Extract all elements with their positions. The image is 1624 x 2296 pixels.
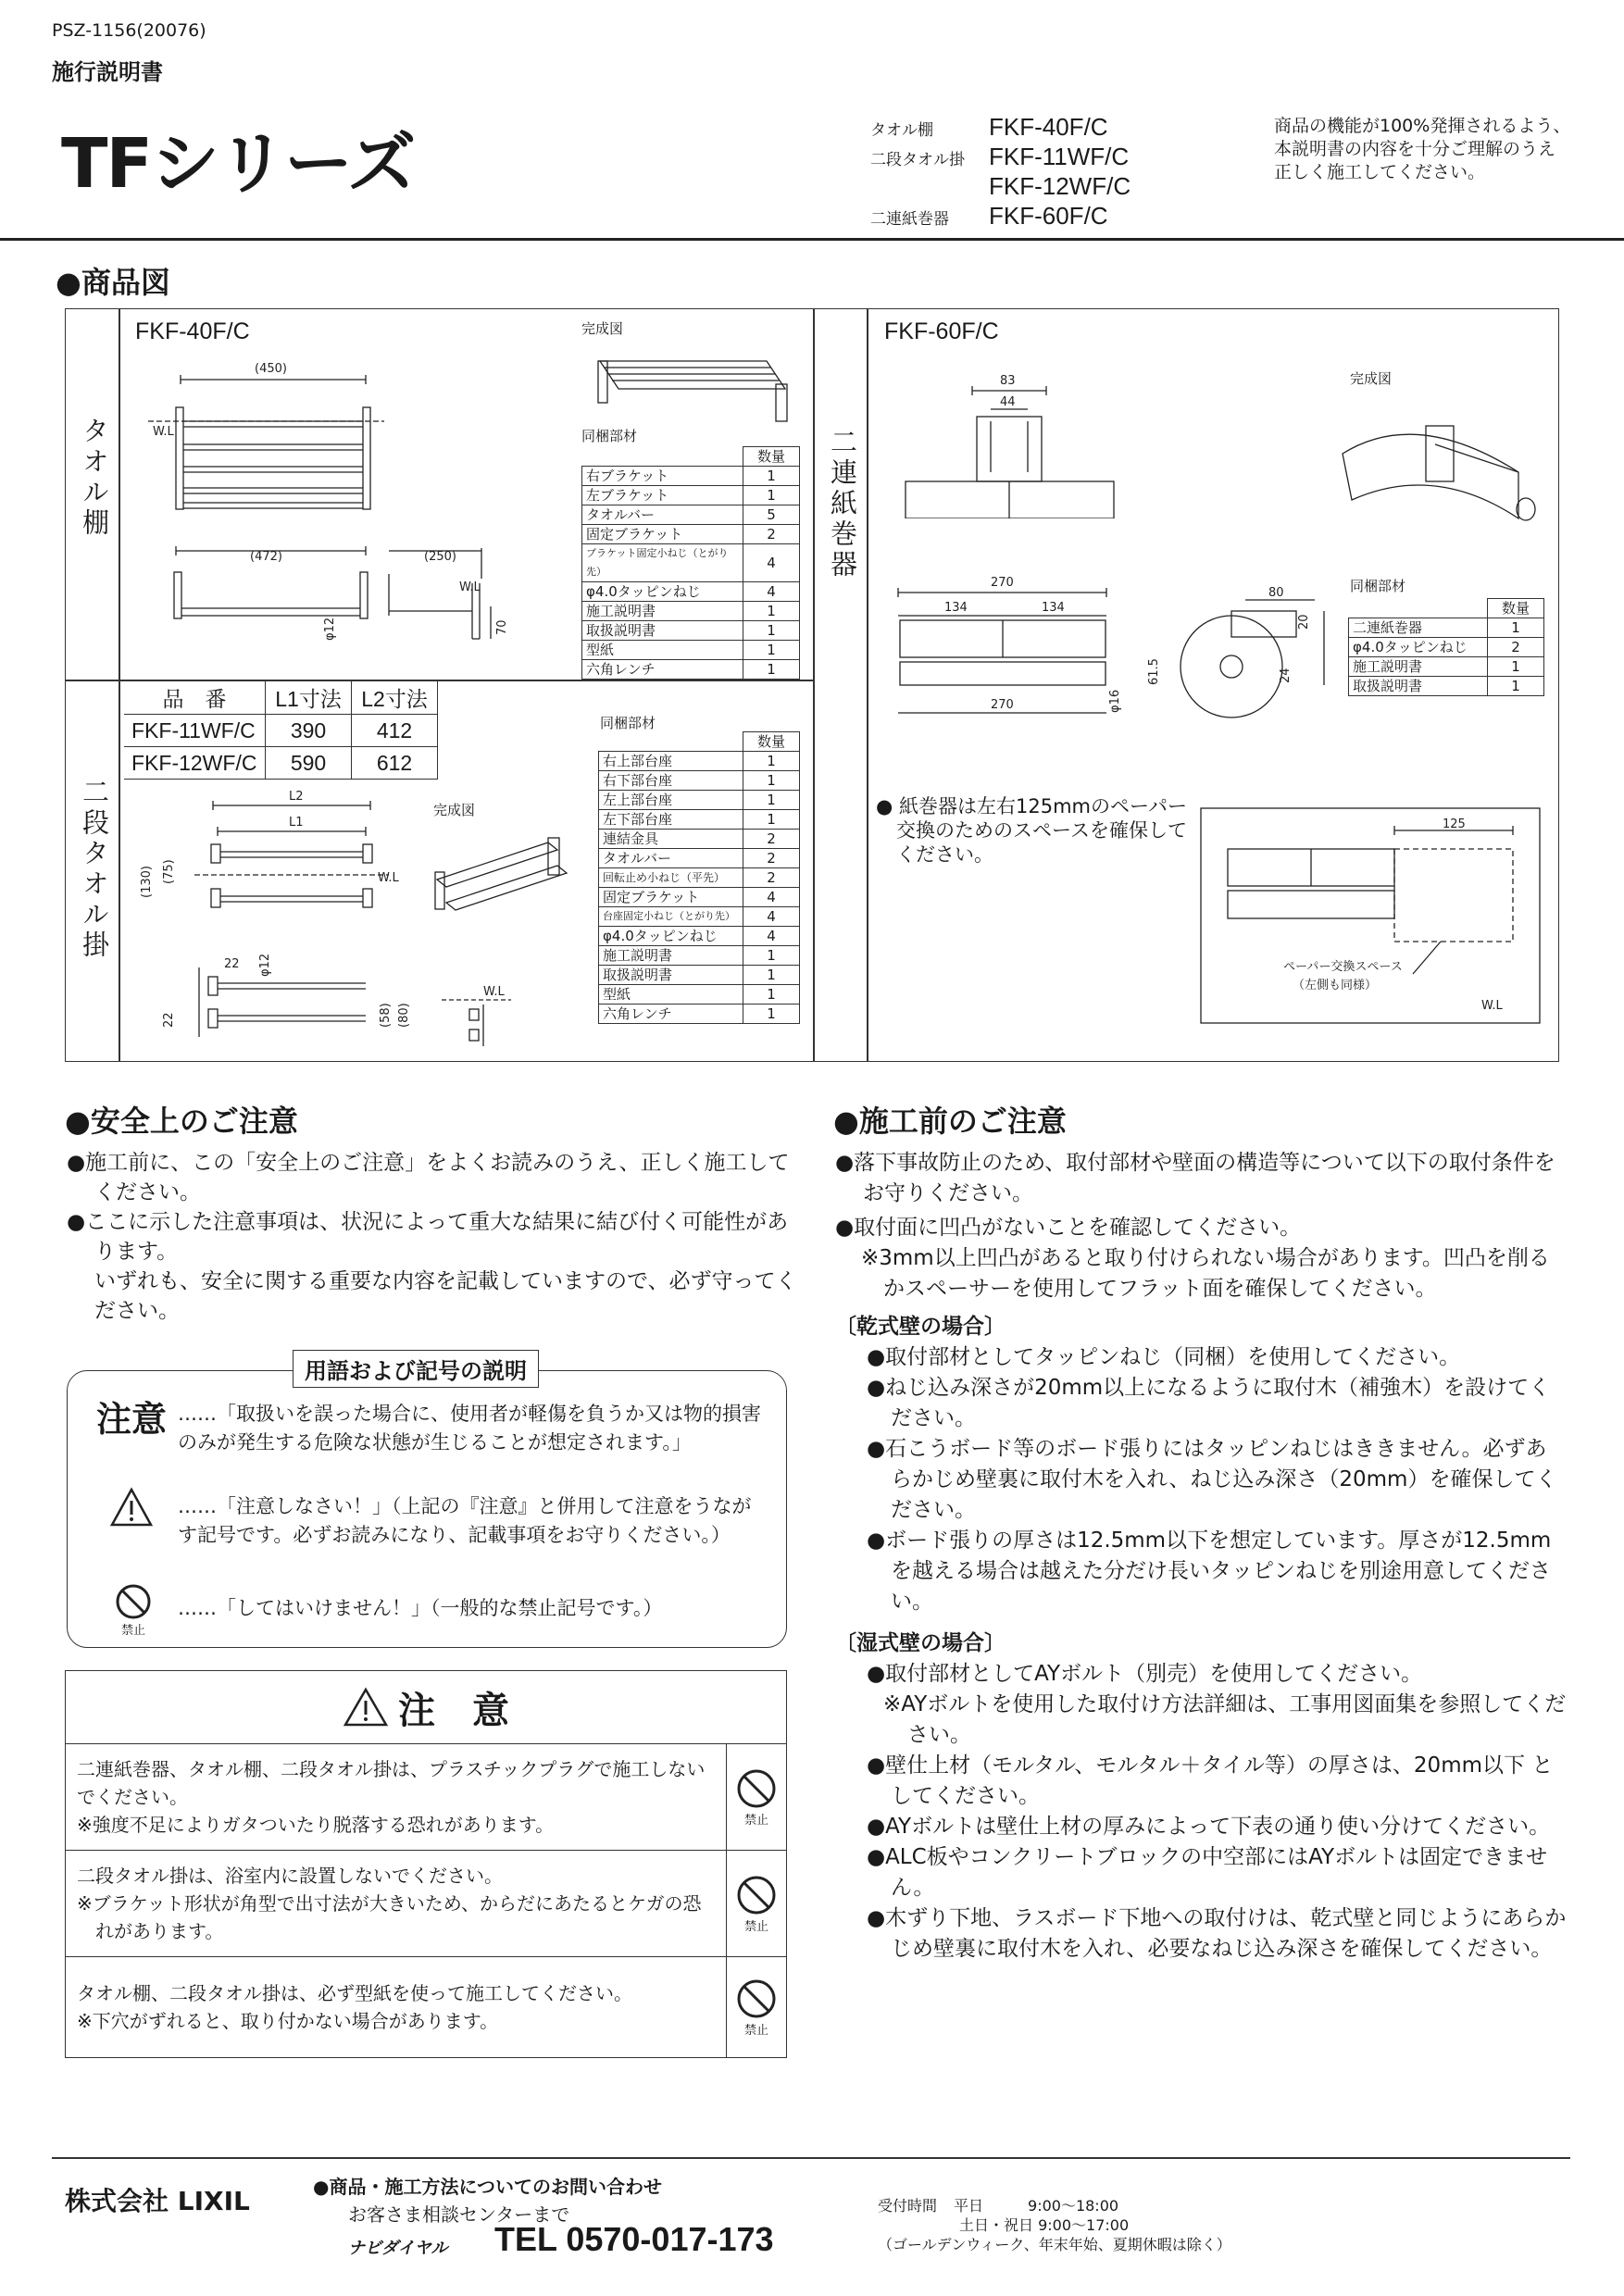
paper-holder-front-drawing — [880, 370, 1120, 518]
table-row: 六角レンチ 1 — [582, 660, 800, 680]
chuui-desc: ……「取扱いを誤った場合に、使用者が軽傷を負うか又は物的損害のみが発生する危険な状態が生じることが想定されます。」 — [178, 1403, 761, 1454]
table-row: 施工説明書 1 — [1349, 657, 1544, 677]
paper-holder-parts-table: 数量 二連紙巻器 1 φ4.0タッピンねじ 2 施工説明書 1 取扱説明書 1 — [1348, 598, 1544, 696]
towel-shelf-complete-drawing — [581, 333, 804, 426]
towel-bar-size-table: 品 番 L1寸法 L2寸法 FKF-11WF/C 390 412 FKF-12WF/C 590 612 — [124, 681, 438, 780]
table-row: 右下部台座 1 — [599, 771, 800, 791]
towel-shelf-parts-title: 同梱部材 — [581, 428, 638, 444]
svg-text:φ12: φ12 — [258, 953, 272, 977]
side-label-paper-holder: 二連紙巻器 — [827, 428, 858, 580]
table-row: 左ブラケット 1 — [582, 486, 800, 505]
table-row: 連結金具 2 — [599, 830, 800, 849]
intro-text: 商品の機能が100%発揮されるよう、 本説明書の内容を十分ご理解のうえ 正しく施工してください。 — [1274, 116, 1571, 182]
consult-center: お客さま相談センターまで — [348, 2203, 570, 2226]
side-label-towel-bar: 二段タオル掛 — [79, 778, 110, 961]
prohibit-icon — [735, 1978, 778, 2020]
svg-text:22: 22 — [224, 957, 240, 971]
paper-holder-complete-drawing — [1333, 389, 1546, 546]
table-row: タオル棚、二段タオル掛は、必ず型紙を使って施工してください。 ※下穴がずれると、取り付かない場合があります。 禁止 — [66, 1957, 787, 2058]
table-row: φ4.0タッピンねじ 2 — [1349, 638, 1544, 657]
towel-bar-complete-label: 完成図 — [433, 802, 476, 818]
svg-text:L1: L1 — [289, 816, 304, 830]
table-row: 固定ブラケット 2 — [582, 525, 800, 544]
caution-header: 注 意 — [66, 1671, 787, 1744]
paper-holder-dim-drawing — [880, 574, 1398, 731]
table-row: 固定ブラケット 4 — [599, 888, 800, 907]
svg-text:(75): (75) — [162, 859, 176, 884]
svg-text:270: 270 — [991, 698, 1014, 712]
towel-bar-parts-title: 同梱部材 — [600, 715, 656, 731]
svg-text:61.5: 61.5 — [1147, 658, 1161, 685]
paper-holder-model: FKF-60F/C — [884, 318, 999, 344]
table-row: 台座固定小ねじ（とがり先） 4 — [599, 907, 800, 927]
svg-text:44: 44 — [1000, 395, 1016, 409]
towel-shelf-parts-table: 数量 右ブラケット 1 左ブラケット 1 タオルバー 5 固定ブラケット 2 ブラケット固定小ねじ（とがり先） 4 φ4.0タッピンねじ 4 施工説明書 1 取扱説明書 1 型紙 1 六角レンチ 1 — [581, 446, 800, 680]
model-row: タオル棚 FKF-40F/C — [870, 113, 1108, 141]
towel-bar-complete-drawing — [428, 815, 585, 1055]
table-row: 六角レンチ 1 — [599, 1004, 800, 1024]
svg-text:(130): (130) — [140, 866, 154, 898]
paper-holder-complete-label: 完成図 — [1350, 370, 1393, 387]
dim-250: (250) — [424, 550, 456, 564]
model-row: FKF-12WF/C — [989, 172, 1131, 200]
table-row: 取扱説明書 1 — [582, 621, 800, 641]
reception-hours: 受付時間 平日 9:00〜18:00 土日・祝日 9:00〜17:00 （ゴールデンウィーク、年末年始、夏期休暇は除く） — [878, 2197, 1231, 2253]
svg-text:134: 134 — [944, 601, 968, 615]
frame-divider — [119, 308, 120, 1062]
towel-bar-drawing — [130, 787, 426, 1046]
warning-triangle-icon — [343, 1687, 389, 1728]
warning-desc: ……「注意しなさい！」（上記の『注意』と併用して注意をうながす記号です。必ずお読みになり、記載事項をお守りください。） — [178, 1495, 752, 1546]
svg-text:（左側も同様）: （左側も同様） — [1293, 979, 1378, 992]
prohibit-icon — [115, 1583, 152, 1620]
dim-472: (472) — [250, 550, 282, 564]
before-heading: ●施工前のご注意 — [833, 1104, 1067, 1139]
table-row: 回転止め小ねじ（平先） 2 — [599, 868, 800, 888]
table-row: タオルバー 5 — [582, 505, 800, 525]
model-list — [870, 113, 1131, 231]
prohibit-symbol: 禁止 — [115, 1583, 152, 1638]
dim-wl: W.L — [153, 425, 174, 439]
frame-divider — [867, 308, 868, 1062]
table-row: 右上部台座 1 — [599, 752, 800, 771]
prohibit-symbol: 禁止 — [728, 1767, 785, 1828]
svg-text:(58): (58) — [379, 1003, 393, 1028]
navi-dial-label: ナビダイヤル — [348, 2239, 448, 2258]
svg-text:L2: L2 — [289, 790, 304, 804]
warning-triangle-icon — [109, 1487, 154, 1528]
prohibit-symbol: 禁止 — [728, 1978, 785, 2038]
towel-shelf-complete-label: 完成図 — [581, 320, 624, 337]
svg-text:W.L: W.L — [1481, 999, 1503, 1013]
dim-450: (450) — [255, 362, 287, 376]
inquiry-heading: ●商品・施工方法についてのお問い合わせ — [313, 2176, 663, 2198]
prohibit-icon — [735, 1874, 778, 1916]
model-row: 二段タオル掛 FKF-11WF/C — [870, 143, 1130, 170]
company-name: 株式会社 LIXIL — [65, 2186, 250, 2216]
table-row: 左下部台座 1 — [599, 810, 800, 830]
table-row: 取扱説明書 1 — [1349, 677, 1544, 696]
svg-text:22: 22 — [162, 1012, 176, 1028]
table-row: 施工説明書 1 — [582, 602, 800, 621]
prohibit-desc: ……「してはいけません！」（一般的な禁止記号です。） — [178, 1597, 663, 1619]
before-body: ●落下事故防止のため、取付部材や壁面の構造等について以下の取付条件をお守りください。 ●取付面に凹凸がないことを確認してください。 ※3mm以上凹凸があると取り付けられない場合があります。凹凸を削るかスペーサーを使用してフラット面を確保してください。 〔乾式壁の場合〕 ●取付部材としてタッピンねじ（同梱）を使用してください。 ●ねじ込み深さが20mm以上になるように取付木（補強木）を設けてください。 ●石こうボード等のボード張りにはタッピンねじはききません。必ずあらかじめ壁裏に取付木を入れ、ねじ込み深さ（20mm）を確保してください。 ●ボード張りの厚さは12.5mm以下を想定しています。厚さが12.5mmを越える場合は越えた分だけ長いタッピンねじを別途用意してください。 〔湿式壁の場合〕 ●取付部材としてAYボルト（別売）を使用してください。 ※AYボルトを使用した取付け方法詳細は、工事用図面集を参照してください。 ●壁仕上材（モルタル、モルタル＋タイル等）の厚さは、20mm以下 としてください。 ●AYボルトは壁仕上材の厚みによって下表の通り使い分けてください。 ●ALC板やコンクリートブロックの中空部にはAYボルトは固定できません。 ●木ずり下地、ラスボード下地への取付けは、乾式壁と同じようにあらかじめ壁裏に取付木を入れ、必要なねじ込み深さを確保してください。 — [835, 1151, 1567, 1961]
table-row: 取扱説明書 1 — [599, 966, 800, 985]
svg-text:83: 83 — [1000, 374, 1016, 388]
document-code: PSZ-1156(20076) — [52, 20, 206, 41]
table-row: 施工説明書 1 — [599, 946, 800, 966]
product-heading: ●商品図 — [56, 265, 170, 300]
series-title: TFシリーズ — [61, 124, 415, 204]
prohibit-symbol: 禁止 — [728, 1874, 785, 1934]
svg-text:ペーパー交換スペース: ペーパー交換スペース — [1283, 960, 1403, 974]
side-label-towel-shelf: タオル棚 — [79, 417, 110, 539]
dim-70: 70 — [495, 619, 509, 635]
model-row: 二連紙巻器 FKF-60F/C — [870, 202, 1108, 230]
paper-space-note: ● 紙巻器は左右125mmのペーパー 交換のためのスペースを確保して ください。 — [876, 795, 1187, 866]
safety-intro: ●施工前に、この「安全上のご注意」をよくお読みのうえ、正しく施工してください。 ●ここに示した注意事項は、状況によって重大な結果に結び付く可能性があります。 いずれも、安全に関する重要な内容を記載していますので、必ず守ってください。 — [67, 1151, 797, 1323]
dim-d12: φ12 — [323, 617, 337, 641]
prohibit-icon — [735, 1767, 778, 1810]
svg-text:φ16: φ16 — [1108, 689, 1122, 713]
header-rule — [0, 238, 1624, 241]
document-type: 施行説明書 — [52, 59, 163, 85]
table-row: φ4.0タッピンねじ 4 — [599, 927, 800, 946]
caution-table — [65, 1670, 787, 2058]
table-row: 右ブラケット 1 — [582, 467, 800, 486]
table-row: 二連紙巻器 1 — [1349, 618, 1544, 638]
svg-text:125: 125 — [1443, 817, 1466, 831]
svg-text:24: 24 — [1279, 668, 1293, 683]
svg-text:(80): (80) — [397, 1003, 411, 1028]
table-row: 二段タオル掛は、浴室内に設置しないでください。 ※ブラケット形状が角型で出寸法が大きいため、からだにあたるとケガの恐れがあります。 禁止 — [66, 1851, 787, 1957]
table-row: ブラケット固定小ねじ（とがり先） 4 — [582, 544, 800, 582]
svg-text:W.L: W.L — [378, 871, 399, 885]
safety-heading: ●安全上のご注意 — [65, 1104, 298, 1139]
table-row: 二連紙巻器、タオル棚、二段タオル掛は、プラスチックプラグで施工しないでください。 ※強度不足によりガタついたり脱落する恐れがあります。 禁止 — [66, 1744, 787, 1851]
svg-text:80: 80 — [1268, 586, 1284, 600]
table-row: FKF-11WF/C 390 412 — [124, 715, 438, 747]
terms-title: 用語および記号の説明 — [293, 1350, 539, 1388]
frame-divider — [813, 308, 815, 1062]
svg-text:20: 20 — [1297, 614, 1311, 630]
table-row: タオルバー 2 — [599, 849, 800, 868]
svg-text:270: 270 — [991, 576, 1014, 590]
table-row: 左上部台座 1 — [599, 791, 800, 810]
paper-holder-parts-title: 同梱部材 — [1350, 578, 1406, 594]
svg-text:W.L: W.L — [483, 985, 505, 999]
table-row: 型紙 1 — [582, 641, 800, 660]
svg-text:134: 134 — [1042, 601, 1065, 615]
towel-shelf-model: FKF-40F/C — [135, 318, 250, 344]
tel-number[interactable]: TEL 0570-017-173 — [494, 2220, 774, 2258]
paper-space-drawing — [1200, 807, 1543, 1026]
dim-wl-2: W.L — [459, 580, 481, 594]
towel-bar-parts-table: 数量 右上部台座 1 右下部台座 1 左上部台座 1 左下部台座 1 連結金具 2 タオルバー 2 回転止め小ねじ（平先） 2 固定ブラケット 4 台座固定小ねじ（とがり先） 4 φ4.0タッピンねじ 4 施工説明書 1 取扱説明書 1 型紙 1 六角レンチ 1 — [598, 731, 800, 1024]
table-row: φ4.0タッピンねじ 4 — [582, 582, 800, 602]
table-row: FKF-12WF/C 590 612 — [124, 747, 438, 780]
towel-shelf-drawing — [130, 352, 574, 667]
table-row: 型紙 1 — [599, 985, 800, 1004]
chuui-word: 注意 — [96, 1399, 168, 1440]
footer-rule — [52, 2157, 1570, 2159]
